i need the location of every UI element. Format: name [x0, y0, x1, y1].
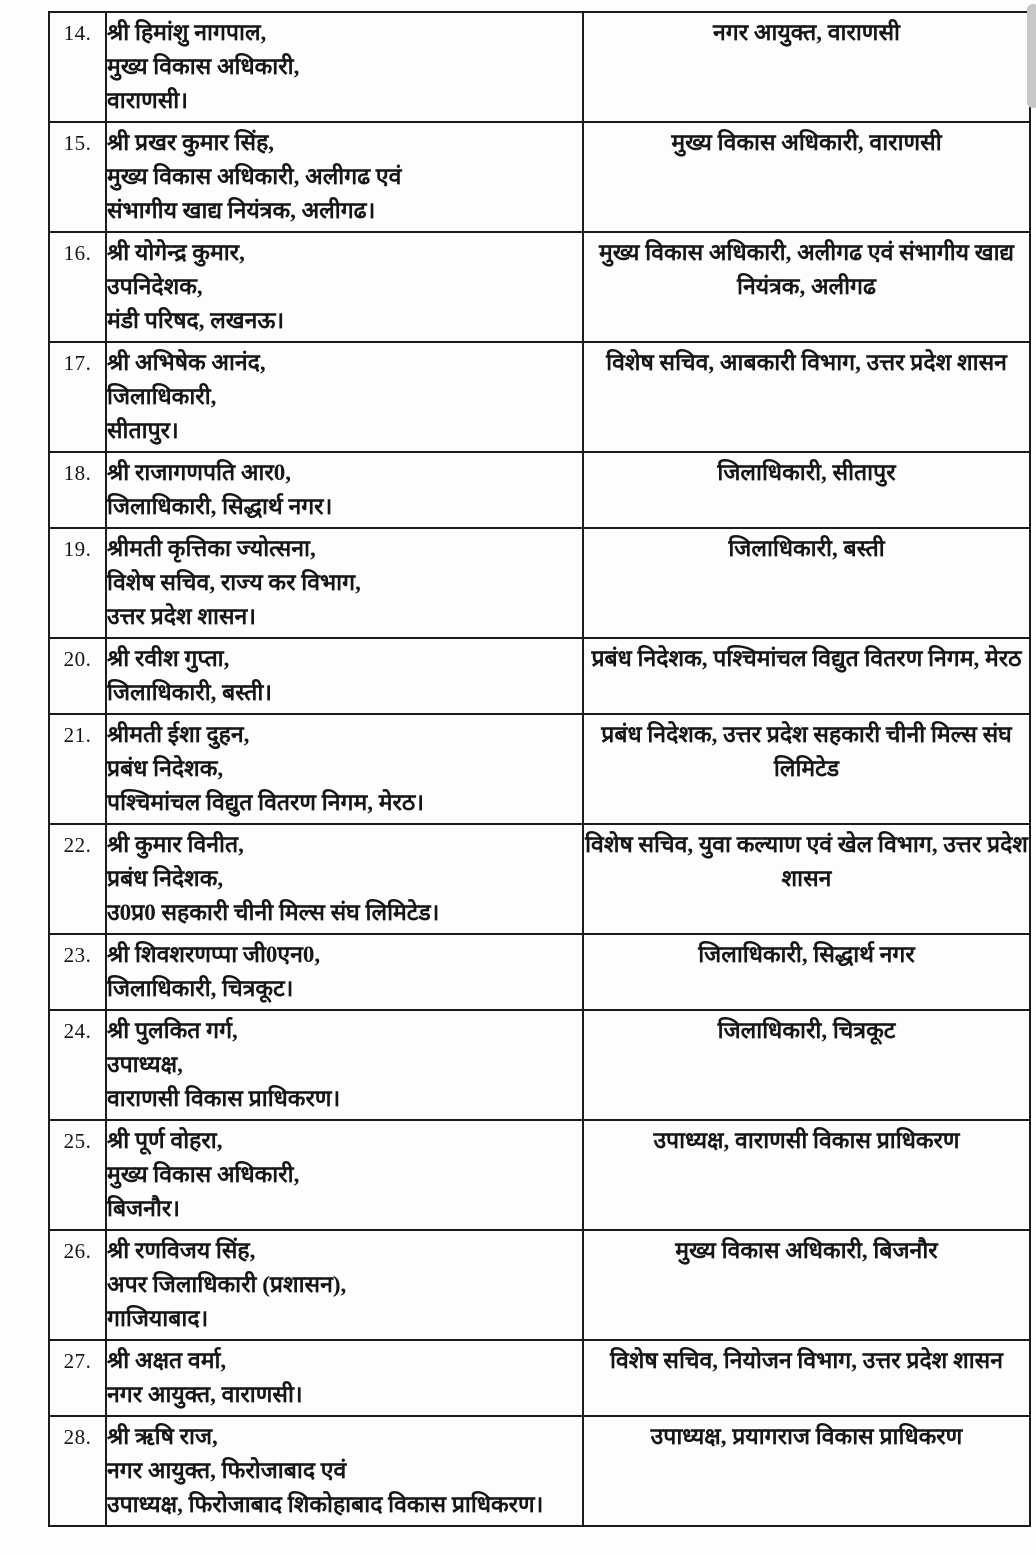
table-row: [49, 1230, 1030, 1340]
new-posting: जिलाधिकारी, बस्ती: [583, 528, 1030, 638]
officer-line: उपनिदेशक,: [107, 274, 203, 299]
officer-line: श्री योगेन्द्र कुमार,: [107, 240, 245, 265]
table-row: [49, 1010, 1030, 1120]
new-posting: विशेष सचिव, नियोजन विभाग, उत्तर प्रदेश शासन: [583, 1340, 1030, 1416]
serial-number: 16.: [49, 232, 106, 342]
new-posting: प्रबंध निदेशक, पश्चिमांचल विद्युत वितरण निगम, मेरठ: [583, 638, 1030, 714]
table-row: [49, 342, 1030, 452]
officer-line: जिलाधिकारी, बस्ती।: [107, 680, 273, 705]
officer-line: मंडी परिषद, लखनऊ।: [107, 308, 285, 333]
serial-number: 18.: [49, 452, 106, 528]
officer-line: वाराणसी विकास प्राधिकरण।: [107, 1086, 341, 1111]
officer-line: पश्चिमांचल विद्युत वितरण निगम, मेरठ।: [107, 790, 424, 815]
officer-line: श्री अक्षत वर्मा,: [107, 1348, 227, 1373]
officer-current-post: [106, 1416, 583, 1526]
serial-number: 28.: [49, 1416, 106, 1526]
officer-line: मुख्य विकास अधिकारी,: [107, 1162, 300, 1187]
officer-line: श्रीमती ईशा दुहन,: [107, 722, 250, 747]
transfer-order-table: [48, 11, 1031, 1527]
officer-line: उत्तर प्रदेश शासन।: [107, 604, 256, 629]
officer-line: प्रबंध निदेशक,: [107, 756, 224, 781]
officer-current-post: [106, 934, 583, 1010]
officer-line: श्री अभिषेक आनंद,: [107, 350, 266, 375]
serial-number: 24.: [49, 1010, 106, 1120]
new-posting: जिलाधिकारी, सीतापुर: [583, 452, 1030, 528]
table-row: [49, 1340, 1030, 1416]
table-row: [49, 528, 1030, 638]
table-row: [49, 824, 1030, 934]
table-row: [49, 12, 1030, 122]
officer-line: प्रबंध निदेशक,: [107, 866, 224, 891]
new-posting: विशेष सचिव, युवा कल्याण एवं खेल विभाग, उत्तर प्रदेश शासन: [583, 824, 1030, 934]
officer-line: उ0प्र0 सहकारी चीनी मिल्स संघ लिमिटेड।: [107, 900, 440, 925]
new-posting: प्रबंध निदेशक, उत्तर प्रदेश सहकारी चीनी मिल्स संघ लिमिटेड: [583, 714, 1030, 824]
officer-line: गाजियाबाद।: [107, 1306, 209, 1331]
officer-current-post: [106, 12, 583, 122]
table-row: [49, 232, 1030, 342]
officer-line: श्री पूर्ण वोहरा,: [107, 1128, 223, 1153]
officer-current-post: [106, 452, 583, 528]
officer-line: मुख्य विकास अधिकारी, अलीगढ एवं: [107, 164, 402, 189]
new-posting: जिलाधिकारी, सिद्धार्थ नगर: [583, 934, 1030, 1010]
table-row: [49, 452, 1030, 528]
serial-number: 26.: [49, 1230, 106, 1340]
officer-line: बिजनौर।: [107, 1196, 181, 1221]
serial-number: 25.: [49, 1120, 106, 1230]
serial-number: 20.: [49, 638, 106, 714]
table-row: [49, 1416, 1030, 1526]
officer-line: वाराणसी।: [107, 88, 188, 113]
officer-line: जिलाधिकारी,: [107, 384, 217, 409]
new-posting: मुख्य विकास अधिकारी, बिजनौर: [583, 1230, 1030, 1340]
officer-line: श्री राजागणपति आर0,: [107, 460, 291, 485]
officer-line: श्री रणविजय सिंह,: [107, 1238, 256, 1263]
new-posting: उपाध्यक्ष, प्रयागराज विकास प्राधिकरण: [583, 1416, 1030, 1526]
officer-line: जिलाधिकारी, सिद्धार्थ नगर।: [107, 494, 333, 519]
officer-line: श्री रवीश गुप्ता,: [107, 646, 230, 671]
serial-number: 22.: [49, 824, 106, 934]
officer-line: श्री पुलकित गर्ग,: [107, 1018, 238, 1043]
serial-number: 14.: [49, 12, 106, 122]
officer-current-post: [106, 232, 583, 342]
officer-line: सीतापुर।: [107, 418, 179, 443]
officer-line: उपाध्यक्ष, फिरोजाबाद शिकोहाबाद विकास प्राधिकरण।: [107, 1492, 544, 1517]
scrollbar-thumb[interactable]: [1027, 4, 1036, 108]
officer-current-post: [106, 824, 583, 934]
table-row: [49, 714, 1030, 824]
officer-line: उपाध्यक्ष,: [107, 1052, 183, 1077]
officer-line: नगर आयुक्त, फिरोजाबाद एवं: [107, 1458, 347, 1483]
officer-line: मुख्य विकास अधिकारी,: [107, 54, 300, 79]
officer-current-post: [106, 122, 583, 232]
officer-current-post: [106, 1010, 583, 1120]
officer-line: नगर आयुक्त, वाराणसी।: [107, 1382, 303, 1407]
officer-current-post: [106, 1340, 583, 1416]
officer-line: श्री शिवशरणप्पा जी0एन0,: [107, 942, 321, 967]
new-posting: जिलाधिकारी, चित्रकूट: [583, 1010, 1030, 1120]
officer-current-post: [106, 342, 583, 452]
new-posting: मुख्य विकास अधिकारी, वाराणसी: [583, 122, 1030, 232]
officer-line: श्री ऋषि राज,: [107, 1424, 218, 1449]
officer-current-post: [106, 1230, 583, 1340]
serial-number: 17.: [49, 342, 106, 452]
serial-number: 21.: [49, 714, 106, 824]
officer-current-post: [106, 1120, 583, 1230]
table-row: [49, 122, 1030, 232]
officer-line: जिलाधिकारी, चित्रकूट।: [107, 976, 294, 1001]
new-posting: विशेष सचिव, आबकारी विभाग, उत्तर प्रदेश शासन: [583, 342, 1030, 452]
officer-current-post: [106, 714, 583, 824]
serial-number: 23.: [49, 934, 106, 1010]
officer-current-post: [106, 528, 583, 638]
table-row: [49, 1120, 1030, 1230]
table-row: [49, 638, 1030, 714]
new-posting: उपाध्यक्ष, वाराणसी विकास प्राधिकरण: [583, 1120, 1030, 1230]
officer-line: श्री प्रखर कुमार सिंह,: [107, 130, 275, 155]
serial-number: 27.: [49, 1340, 106, 1416]
officer-line: अपर जिलाधिकारी (प्रशासन),: [107, 1272, 347, 1297]
officer-line: श्रीमती कृत्तिका ज्योत्सना,: [107, 536, 316, 561]
new-posting: मुख्य विकास अधिकारी, अलीगढ एवं संभागीय खाद्य नियंत्रक, अलीगढ: [583, 232, 1030, 342]
serial-number: 15.: [49, 122, 106, 232]
serial-number: 19.: [49, 528, 106, 638]
officer-line: श्री हिमांशु नागपाल,: [107, 20, 267, 45]
table-body: [49, 12, 1030, 1526]
table-row: [49, 934, 1030, 1010]
officer-line: संभागीय खाद्य नियंत्रक, अलीगढ।: [107, 198, 376, 223]
officer-line: विशेष सचिव, राज्य कर विभाग,: [107, 570, 361, 595]
officer-line: श्री कुमार विनीत,: [107, 832, 244, 857]
officer-current-post: [106, 638, 583, 714]
new-posting: नगर आयुक्त, वाराणसी: [583, 12, 1030, 122]
